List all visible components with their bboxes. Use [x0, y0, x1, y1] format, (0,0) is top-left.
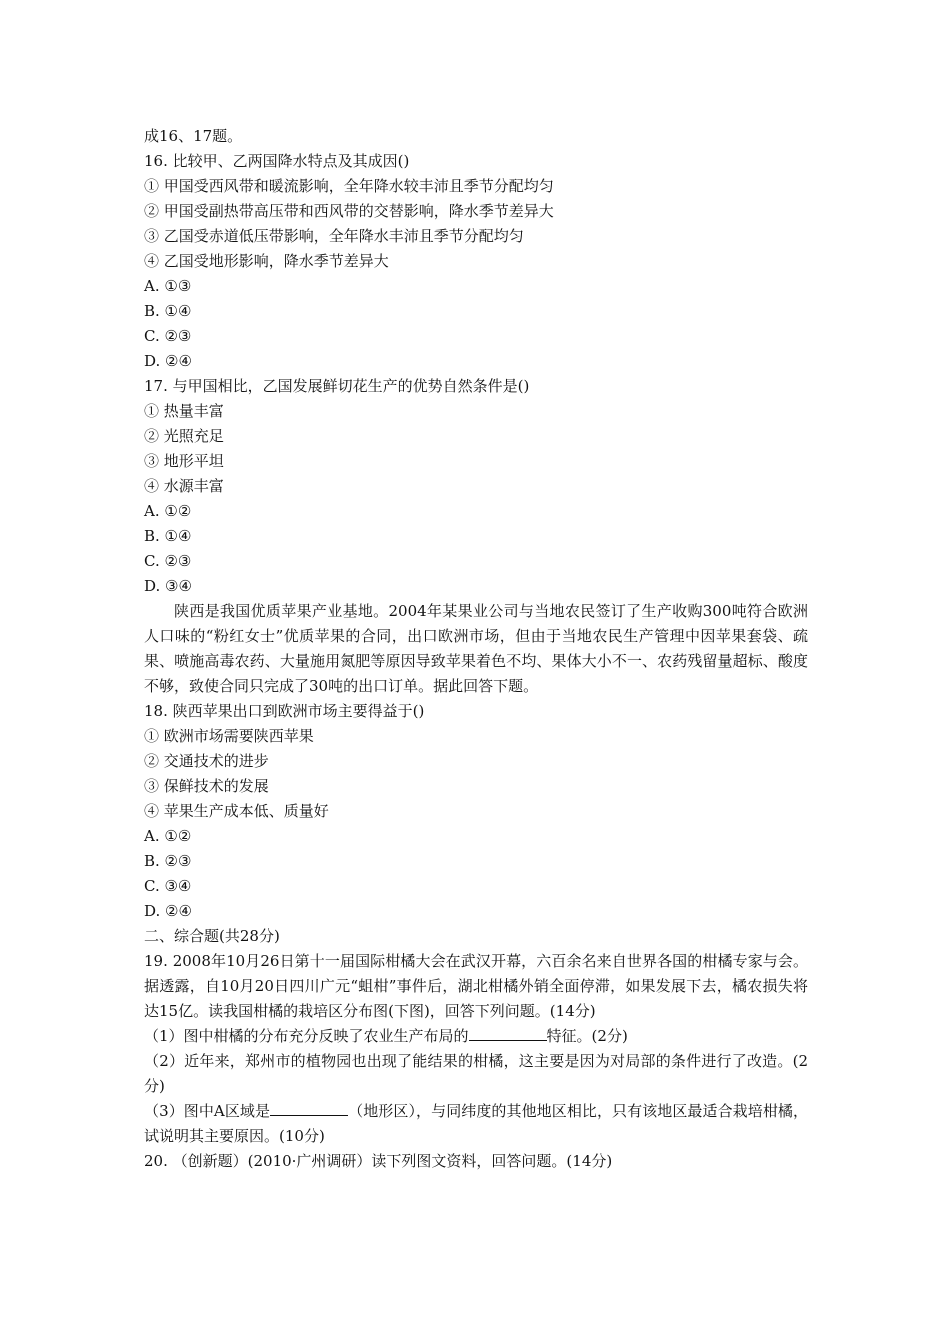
q16-option-d: D. ②④	[144, 352, 192, 370]
q18-option-b: B. ②③	[144, 852, 192, 870]
question-17: 17. 与甲国相比，乙国发展鲜切花生产的优势自然条件是()	[144, 377, 530, 395]
question-20: 20. （创新题）(2010·广州调研）读下列图文资料，回答问题。(14分)	[144, 1152, 613, 1170]
q19-part-1-text-b: 特征。(2分)	[546, 1027, 628, 1045]
q18-statement-2: ② 交通技术的进步	[144, 752, 269, 770]
q17-option-c: C. ②③	[144, 552, 192, 570]
q17-statement-3: ③ 地形平坦	[144, 452, 224, 470]
q19-part-1-blank[interactable]	[469, 1026, 547, 1041]
q19-part-1-text-a: （1）图中柑橘的分布充分反映了农业生产布局的	[144, 1027, 469, 1045]
q17-option-a: A. ①②	[144, 502, 192, 520]
question-16: 16. 比较甲、乙两国降水特点及其成因()	[144, 152, 410, 170]
q18-statement-4: ④ 苹果生产成本低、质量好	[144, 802, 329, 820]
q18-statement-1: ① 欧洲市场需要陕西苹果	[144, 727, 314, 745]
q17-statement-2: ② 光照充足	[144, 427, 224, 445]
q16-option-b: B. ①④	[144, 302, 192, 320]
q18-statement-3: ③ 保鲜技术的发展	[144, 777, 269, 795]
q19-part-3-text-b: （地形区），与同纬度的其他地区相比，只有该地区最适合栽培柑橘，试说明其主要原因。(10分)	[144, 1102, 808, 1145]
question-19: 19. 2008年10月26日第十一届国际柑橘大会在武汉开幕，六百余名来自世界各国的柑橘专家与会。据透露，自10月20日四川广元“蛆柑”事件后，湖北柑橘外销全面停滞，如果发展下去，橘农损失将达15亿。读我国柑橘的栽培区分布图(下图)，回答下列问题。(14分)	[144, 952, 808, 1020]
q18-option-d: D. ②④	[144, 902, 192, 920]
intro-tail: 成16、17题。	[144, 127, 243, 145]
q17-option-b: B. ①④	[144, 527, 192, 545]
q17-statement-4: ④ 水源丰富	[144, 477, 224, 495]
q19-part-1	[144, 1024, 808, 1049]
q19-part-3-text-a: （3）图中A区域是	[144, 1102, 271, 1120]
q19-part-3	[144, 1099, 808, 1149]
q17-option-d: D. ③④	[144, 577, 192, 595]
q16-option-c: C. ②③	[144, 327, 192, 345]
document-content	[144, 124, 808, 1174]
q17-statement-1: ① 热量丰富	[144, 402, 224, 420]
q16-statement-3: ③ 乙国受赤道低压带影响，全年降水丰沛且季节分配均匀	[144, 227, 524, 245]
q16-statement-2: ② 甲国受副热带高压带和西风带的交替影响，降水季节差异大	[144, 202, 554, 220]
apple-passage: 陕西是我国优质苹果产业基地。2004年某果业公司与当地农民签订了生产收购300吨符合欧洲人口味的“粉红女士”优质苹果的合同，出口欧洲市场，但由于当地农民生产管理中因苹果套袋、疏果、喷施高毒农药、大量施用氮肥等原因导致苹果着色不均、果体大小不一、农药残留量超标、酸度不够，致使合同只完成了30吨的出口订单。据此回答下题。	[144, 602, 808, 695]
section-2-heading: 二、综合题(共28分)	[144, 927, 280, 945]
q16-statement-4: ④ 乙国受地形影响，降水季节差异大	[144, 252, 389, 270]
q18-option-a: A. ①②	[144, 827, 192, 845]
q19-part-3-blank[interactable]	[270, 1101, 348, 1116]
q19-part-2: （2）近年来，郑州市的植物园也出现了能结果的柑橘，这主要是因为对局部的条件进行了改造。(2分)	[144, 1052, 808, 1095]
q18-option-c: C. ③④	[144, 877, 192, 895]
q16-statement-1: ① 甲国受西风带和暖流影响，全年降水较丰沛且季节分配均匀	[144, 177, 554, 195]
question-18: 18. 陕西苹果出口到欧洲市场主要得益于()	[144, 702, 425, 720]
q16-option-a: A. ①③	[144, 277, 192, 295]
